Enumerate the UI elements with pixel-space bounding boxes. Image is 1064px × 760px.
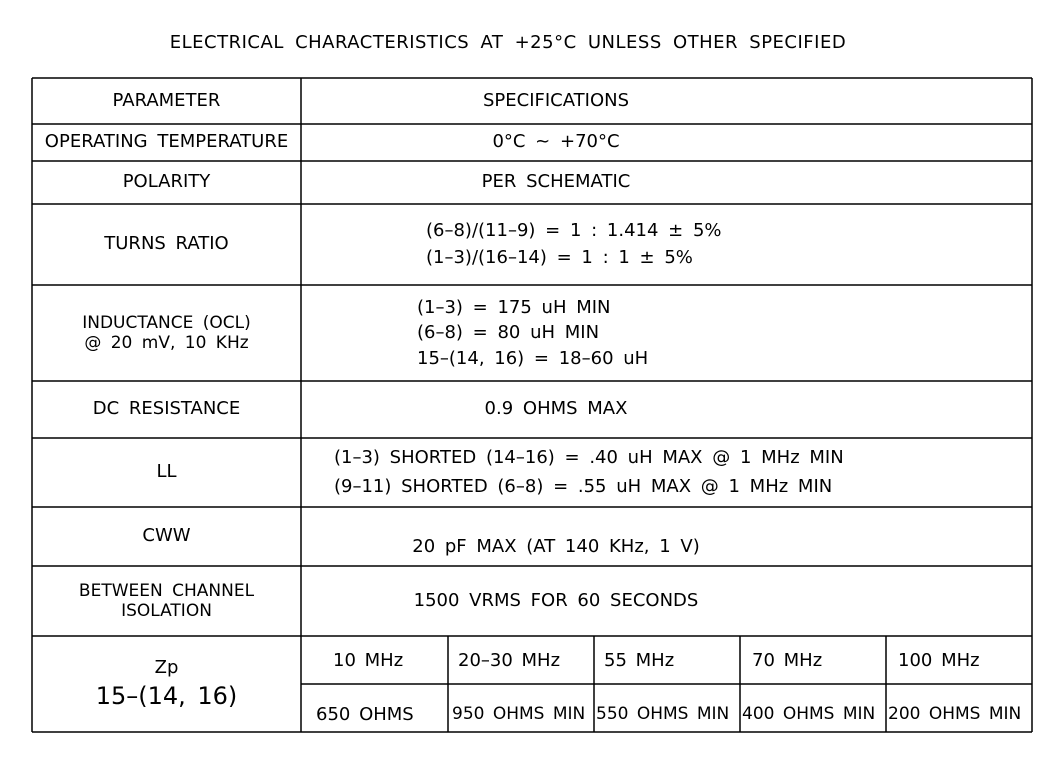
param-ll-text: LL <box>156 461 177 483</box>
zp-frequency-4: 70 MHz <box>752 649 823 671</box>
spec-operating-temperature <box>301 124 811 161</box>
header-parameter <box>32 78 301 124</box>
spec-ll-line-1: (1–3) SHORTED (14–16) = .40 uH MAX @ 1 MHz MIN <box>334 446 844 468</box>
param-inductance-line-1: INDUCTANCE (OCL) <box>82 312 251 333</box>
spec-isolation <box>301 566 811 636</box>
param-polarity-text: POLARITY <box>122 171 211 193</box>
spec-ll-line-2: (9–11) SHORTED (6–8) = .55 uH MAX @ 1 MHz MIN <box>334 475 833 497</box>
zp-value-2: 950 OHMS MIN <box>452 704 586 724</box>
spec-inductance <box>417 285 817 381</box>
param-polarity <box>32 161 301 204</box>
zp-value-3: 550 OHMS MIN <box>596 704 730 724</box>
zp-frequency-1: 10 MHz <box>333 649 404 671</box>
zp-frequency-3: 55 MHz <box>604 649 675 671</box>
param-operating-temperature <box>32 124 301 161</box>
param-zp-line-2: 15–(14, 16) <box>95 681 238 710</box>
spec-polarity-text: PER SCHEMATIC <box>481 171 631 193</box>
param-dc-resistance <box>32 381 301 438</box>
spec-inductance-line-3: 15–(14, 16) = 18–60 uH <box>417 347 649 369</box>
spec-turns-ratio <box>426 204 826 285</box>
zp-frequency-2: 20–30 MHz <box>458 649 561 671</box>
param-zp <box>32 636 301 732</box>
spec-turns-ratio-line-1: (6–8)/(11–9) = 1 : 1.414 ± 5% <box>426 220 722 242</box>
spec-isolation-text: 1500 VRMS FOR 60 SECONDS <box>413 589 699 611</box>
spec-cww <box>301 507 811 566</box>
param-ll <box>32 438 301 507</box>
header-specifications-text: SPECIFICATIONS <box>482 89 630 111</box>
param-inductance <box>32 285 301 381</box>
zp-value-5: 200 OHMS MIN <box>888 704 1022 724</box>
param-turns-ratio-text: TURNS RATIO <box>104 233 229 255</box>
spec-polarity <box>301 161 811 204</box>
spec-dc-resistance <box>301 381 811 438</box>
param-dc-resistance-text: DC RESISTANCE <box>92 398 241 420</box>
param-cww <box>32 507 301 566</box>
param-turns-ratio <box>32 204 301 285</box>
spec-inductance-line-1: (1–3) = 175 uH MIN <box>417 297 611 319</box>
param-inductance-line-2: @ 20 mV, 10 KHz <box>84 333 249 353</box>
param-cww-text: CWW <box>142 525 191 546</box>
param-zp-line-1: Zp <box>154 656 179 678</box>
param-isolation-line-1: BETWEEN CHANNEL <box>78 580 255 601</box>
param-operating-temperature-text: OPERATING TEMPERATURE <box>44 131 289 153</box>
header-parameter-text: PARAMETER <box>112 89 221 111</box>
spec-turns-ratio-line-2: (1–3)/(16–14) = 1 : 1 ± 5% <box>426 246 693 268</box>
spec-inductance-line-2: (6–8) = 80 uH MIN <box>417 322 600 344</box>
param-isolation-line-2: ISOLATION <box>121 601 212 621</box>
spec-operating-temperature-text: 0°C ~ +70°C <box>492 131 620 153</box>
spec-dc-resistance-text: 0.9 OHMS MAX <box>484 398 628 420</box>
zp-frequency-5: 100 MHz <box>898 649 980 671</box>
spec-cww-text: 20 pF MAX (AT 140 KHz, 1 V) <box>412 535 700 557</box>
param-isolation <box>32 566 301 636</box>
header-specifications <box>301 78 811 124</box>
document-title: ELECTRICAL CHARACTERISTICS AT +25°C UNLESS OTHER SPECIFIED <box>169 32 847 53</box>
spec-ll <box>334 438 1014 507</box>
zp-value-1: 650 OHMS <box>316 703 414 725</box>
zp-value-4: 400 OHMS MIN <box>742 704 876 724</box>
